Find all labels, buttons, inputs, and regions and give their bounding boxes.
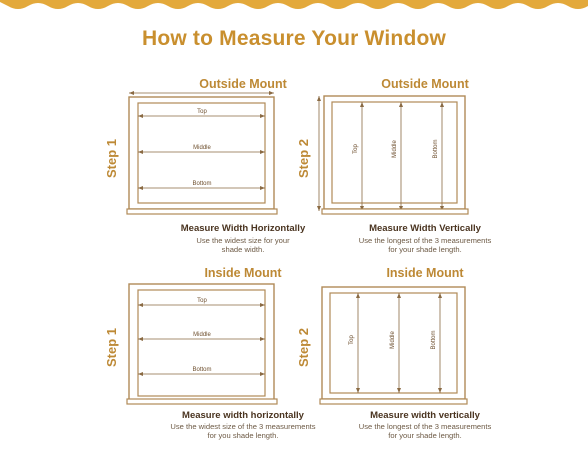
window-diagram [316,89,486,229]
step-label: Step 2 [296,327,312,368]
window-diagram [126,89,286,229]
caption-line-2: for your shade length. [388,431,462,440]
panel-outside-mount-step-2 [296,75,570,275]
caption-line-2: for you shade length. [207,431,279,440]
step-label: Step 1 [104,327,120,368]
caption-line-1: Use the longest of the 3 measurements [358,236,492,245]
caption-line-2: for your shade length. [388,245,462,254]
panel-heading: Outside Mount [199,77,287,91]
panel-inside-mount-step-2 [296,264,570,464]
caption-line-1: Use the widest size for your [196,236,290,245]
panel-heading: Inside Mount [204,266,282,280]
caption-title: Measure Width Horizontally [180,223,306,234]
page-title: How to Measure Your Window [141,27,447,50]
measure-label-middle: Middle [193,332,211,338]
caption-line-1: Use the longest of the 3 measurements [358,422,492,431]
measure-label-middle: Middle [193,145,211,151]
measure-label-middle: Middle [390,331,396,349]
step-label: Step 2 [296,138,312,179]
caption-line-2: shade width. [221,245,265,254]
measure-label-top: Top [197,109,207,115]
caption-title: Measure Width Vertically [369,223,481,234]
caption-title: Measure width horizontally [182,410,304,421]
measure-label-bottom: Bottom [192,367,212,373]
measure-label-top: Top [197,298,207,304]
measure-label-bottom: Bottom [433,139,439,159]
measure-label-middle: Middle [392,140,398,158]
panel-heading: Inside Mount [386,266,464,280]
measure-label-top: Top [353,144,359,154]
caption-title: Measure width vertically [370,410,480,421]
window-diagram [316,278,486,418]
step-label: Step 1 [104,138,120,179]
measure-label-bottom: Bottom [431,330,437,350]
measure-label-top: Top [349,335,355,345]
decorative-wave-border [0,0,588,14]
caption-line-1: Use the widest size of the 3 measurements [170,422,316,431]
window-diagram [126,278,286,418]
panel-heading: Outside Mount [381,77,469,91]
measure-label-bottom: Bottom [192,181,212,187]
